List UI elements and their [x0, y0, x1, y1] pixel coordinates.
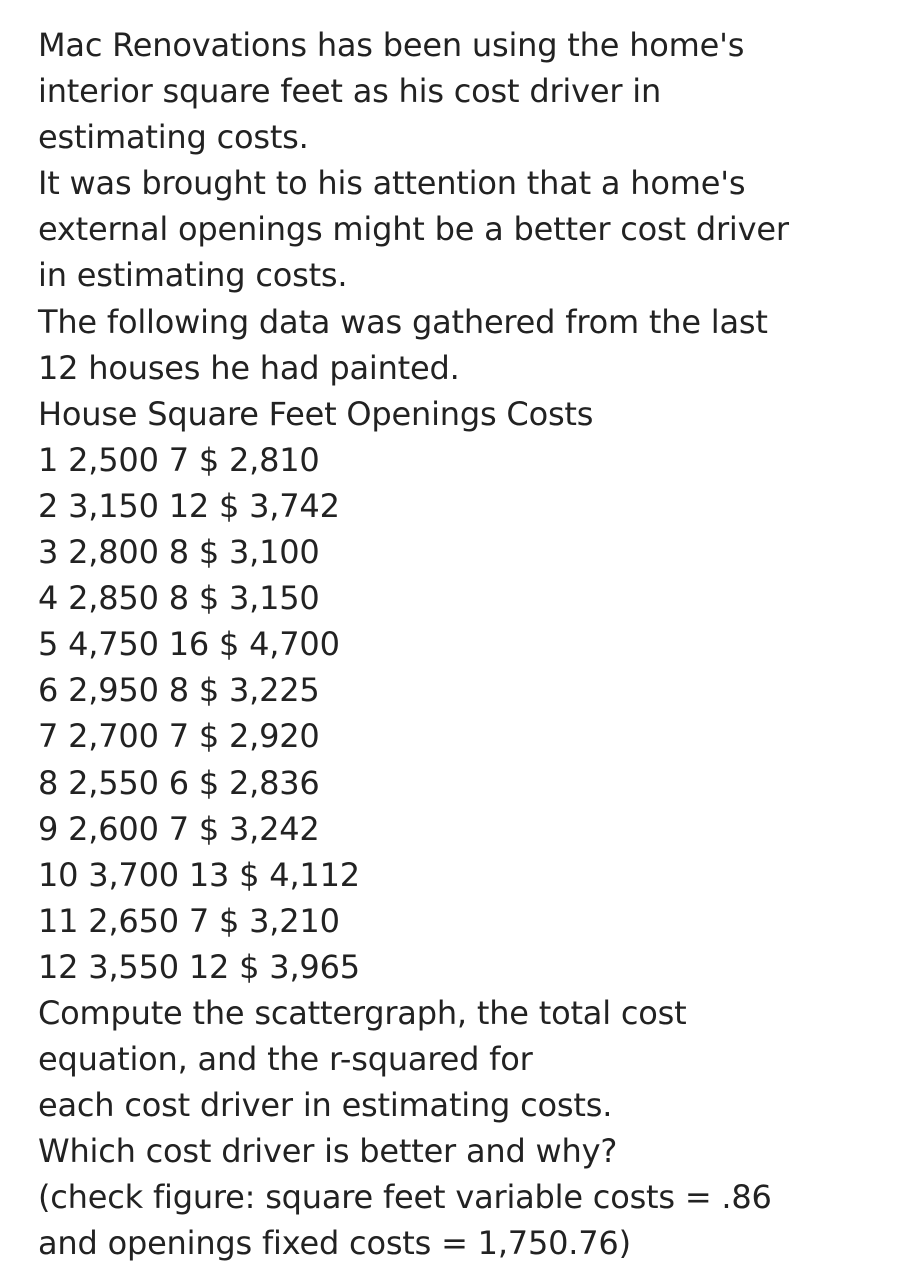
table-row: 12 3,550 12 $ 3,965 [38, 947, 360, 986]
text-line: Mac Renovations has been using the home's [38, 26, 745, 64]
table-row: 6 2,950 8 $ 3,225 [38, 671, 320, 710]
text-line: each cost driver in estimating costs. [38, 1086, 613, 1125]
question-paragraph [38, 990, 889, 1267]
text-line: Which cost driver is better and why? [38, 1132, 618, 1171]
text-line: Compute the scattergraph, the total cost [38, 993, 687, 1032]
text-line: It was brought to his attention that a home's [38, 164, 746, 203]
table-row: 5 4,750 16 $ 4,700 [38, 625, 340, 664]
text-line: interior square feet as his cost driver in [38, 72, 662, 111]
intro-paragraph [38, 22, 889, 391]
table-row: 2 3,150 12 $ 3,742 [38, 486, 340, 525]
data-table [38, 391, 889, 990]
text-line: equation, and the r-squared for [38, 1040, 533, 1079]
table-header: House Square Feet Openings Costs [38, 394, 594, 433]
text-line: estimating costs. [38, 118, 309, 157]
text-line: The following data was gathered from the last [38, 302, 768, 341]
text-line: and openings fixed costs = 1,750.76) [38, 1224, 631, 1263]
text-line: 12 houses he had painted. [38, 348, 460, 387]
text-line: external openings might be a better cost driver [38, 210, 789, 249]
table-row: 10 3,700 13 $ 4,112 [38, 855, 360, 894]
text-line: (check figure: square feet variable costs = .86 [38, 1178, 772, 1217]
table-row: 8 2,550 6 $ 2,836 [38, 763, 320, 802]
table-row: 1 2,500 7 $ 2,810 [38, 440, 320, 479]
table-row: 4 2,850 8 $ 3,150 [38, 579, 320, 618]
table-row: 3 2,800 8 $ 3,100 [38, 533, 320, 572]
table-row: 9 2,600 7 $ 3,242 [38, 809, 320, 848]
text-line: in estimating costs. [38, 256, 348, 295]
table-row: 7 2,700 7 $ 2,920 [38, 717, 320, 756]
table-row: 11 2,650 7 $ 3,210 [38, 901, 340, 940]
